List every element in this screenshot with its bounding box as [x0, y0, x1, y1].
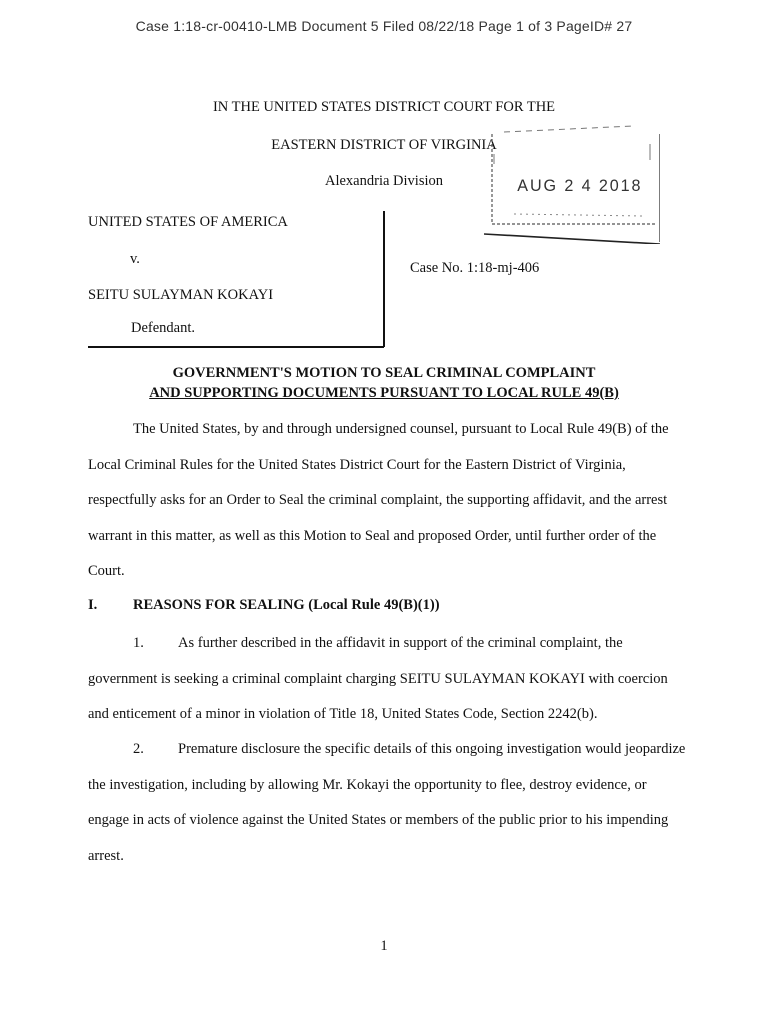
stamp-date: AUG 2 4 2018: [517, 176, 643, 195]
case-number: Case No. 1:18-mj-406: [410, 260, 540, 276]
section-heading: [88, 597, 440, 614]
section-title: REASONS FOR SEALING (Local Rule 49(B)(1)): [133, 597, 440, 613]
page-number: 1: [380, 938, 388, 954]
versus: v.: [130, 251, 140, 267]
motion-title-line-2: AND SUPPORTING DOCUMENTS PURSUANT TO LOCAL RULE 49(B): [149, 385, 619, 401]
court-title-line-2: EASTERN DISTRICT OF VIRGINIA: [271, 137, 497, 153]
section-number: I.: [88, 597, 98, 613]
paragraph-2: [88, 732, 688, 874]
intro-paragraph: The United States, by and through undersigned counsel, pursuant to Local Rule 49(B) of the Local Criminal Rules for the United States District Court for the Eastern District of Virginia, respectfully asks for an Order to Seal the criminal complaint, the supporting affidavit, and the arrest warrant in this matter, as well as this Motion to Seal and proposed Order, until further order of the Court.: [88, 421, 669, 579]
paragraph-1-number: 1.: [133, 635, 144, 651]
defendant-label: Defendant.: [131, 320, 196, 336]
paragraph-2-text: Premature disclosure the specific details of this ongoing investigation would jeopardize the investigation, including by allowing Mr. Kokayi the opportunity to flee, destroy evidence, or engage in acts of violence against the United States or members of the public prior to his impending arrest.: [88, 741, 686, 864]
caption-vertical-rule: [383, 211, 385, 347]
plaintiff-name: UNITED STATES OF AMERICA: [88, 214, 288, 230]
caption-horizontal-rule: [88, 346, 384, 348]
filed-stamp: [484, 124, 660, 244]
court-title-line-1: IN THE UNITED STATES DISTRICT COURT FOR THE: [212, 99, 556, 115]
paragraph-1-text: As further described in the affidavit in support of the criminal complaint, the government is seeking a criminal complaint charging SEITU SULAYMAN KOKAYI with coercion and enticement of a minor in violation of Title 18, United States Code, Section 2242(b).: [88, 635, 668, 722]
paragraph-2-number: 2.: [133, 741, 144, 757]
paragraph-1: [88, 626, 688, 733]
motion-title-line-1: GOVERNMENT'S MOTION TO SEAL CRIMINAL COMPLAINT: [172, 365, 596, 381]
ecf-header: Case 1:18-cr-00410-LMB Document 5 Filed 08/22/18 Page 1 of 3 PageID# 27: [135, 18, 633, 34]
court-division: Alexandria Division: [325, 173, 443, 189]
defendant-name: SEITU SULAYMAN KOKAYI: [88, 287, 274, 303]
